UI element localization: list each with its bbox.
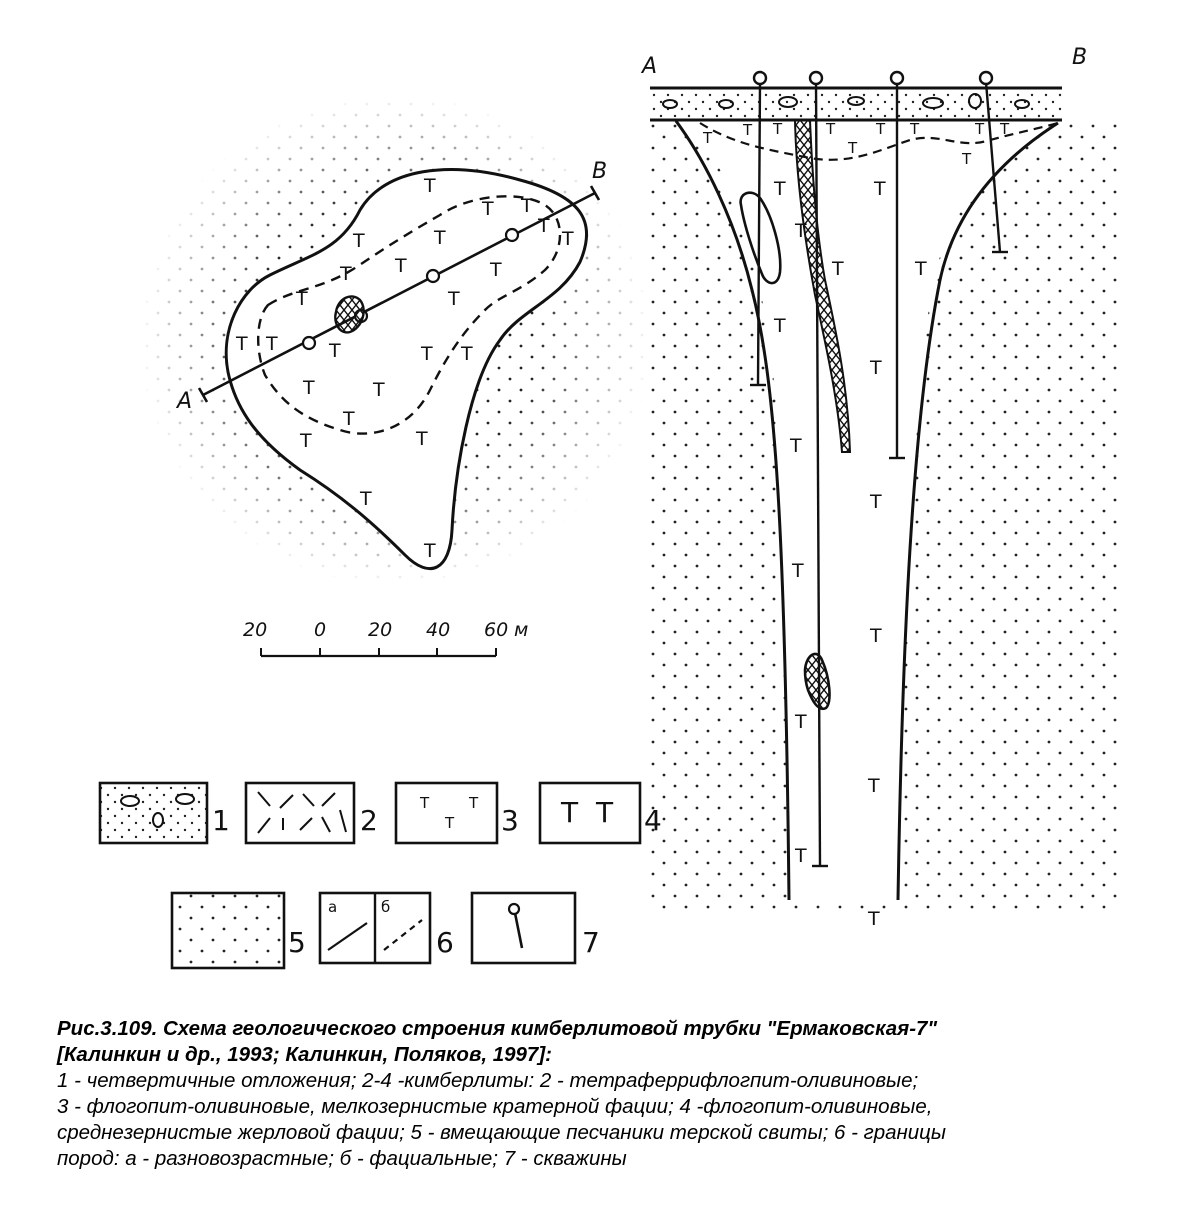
plan-map: [139, 94, 651, 586]
legend-number: 5: [288, 926, 306, 959]
borehole-collar: [980, 72, 992, 84]
map-label-b: B: [592, 159, 608, 184]
caption-body-line: пород: а - разновозрастные; б - фациальные; 7 - скважины: [57, 1147, 627, 1170]
svg-text:Т: Т: [395, 255, 407, 277]
svg-text:Т: Т: [826, 120, 836, 138]
borehole-marker: [427, 270, 439, 282]
svg-text:Т: Т: [874, 178, 886, 200]
borehole-collar: [891, 72, 903, 84]
svg-text:Т: Т: [469, 794, 479, 812]
cross-section: [640, 45, 1120, 930]
borehole-marker: [506, 229, 518, 241]
svg-text:Т: Т: [870, 491, 882, 513]
svg-text:Т: Т: [832, 258, 844, 280]
svg-text:Т: Т: [870, 625, 882, 647]
scale-bar: [243, 619, 528, 656]
legend-item-5: [172, 893, 306, 968]
scale-tick-label: 60: [484, 619, 509, 641]
legend-number: 2: [360, 804, 378, 837]
svg-text:Т: Т: [420, 794, 430, 812]
svg-text:Т: Т: [296, 288, 308, 310]
svg-text:Т: Т: [743, 121, 753, 139]
legend-number: 7: [582, 926, 600, 959]
caption-title-line: [Калинкин и др., 1993; Калинкин, Поляков, 1997]:: [57, 1043, 552, 1066]
caption-body-line: среднезернистые жерловой фации; 5 - вмещающие песчаники терской свиты; 6 - границы: [57, 1121, 946, 1144]
legend-item-4: [540, 783, 662, 843]
svg-text:Т: Т: [424, 175, 436, 197]
svg-text:Т: Т: [353, 230, 365, 252]
svg-text:Т: Т: [962, 150, 972, 168]
caption-body-line: 1 - четвертичные отложения; 2-4 -кимберлиты: 2 - тетраферрифлогпит-оливиновые;: [57, 1069, 919, 1092]
svg-text:Т: Т: [562, 228, 574, 250]
svg-text:Т: Т: [975, 120, 985, 138]
svg-text:Т: Т: [596, 796, 614, 829]
scale-tick-label: 0: [314, 619, 327, 641]
svg-text:Т: Т: [482, 198, 494, 220]
svg-text:Т: Т: [910, 120, 920, 138]
legend-item-6: [320, 893, 454, 963]
svg-text:Т: Т: [329, 340, 341, 362]
scale-tick-label: 20: [368, 619, 393, 641]
svg-text:Т: Т: [373, 379, 385, 401]
legend: [100, 783, 662, 968]
svg-text:Т: Т: [774, 315, 786, 337]
svg-text:Т: Т: [915, 258, 927, 280]
legend-number: 6: [436, 926, 454, 959]
section-label-a: A: [642, 54, 658, 79]
legend-item-1: [100, 783, 230, 843]
figure-caption: [57, 1016, 1167, 1172]
svg-text:Т: Т: [774, 178, 786, 200]
svg-text:Т: Т: [1000, 120, 1010, 138]
svg-text:Т: Т: [266, 333, 278, 355]
svg-text:Т: Т: [790, 435, 802, 457]
svg-text:Т: Т: [461, 343, 473, 365]
legend-number: 3: [501, 804, 519, 837]
svg-text:Т: Т: [561, 796, 579, 829]
legend-number: 1: [212, 804, 230, 837]
svg-text:Т: Т: [360, 488, 372, 510]
svg-text:Т: Т: [773, 120, 783, 138]
svg-text:Т: Т: [848, 139, 858, 157]
svg-text:Т: Т: [300, 430, 312, 452]
svg-text:Т: Т: [792, 560, 804, 582]
map-label-a: A: [177, 389, 193, 414]
svg-text:Т: Т: [448, 288, 460, 310]
scale-unit: м: [514, 619, 529, 641]
svg-text:Т: Т: [343, 408, 355, 430]
legend-number: 4: [644, 804, 662, 837]
svg-text:Т: Т: [490, 259, 502, 281]
legend-item-2: [246, 783, 378, 843]
svg-text:Т: Т: [538, 215, 550, 237]
svg-text:Т: Т: [421, 343, 433, 365]
scale-tick-label: 40: [426, 619, 451, 641]
caption-body-line: 3 - флогопит-оливиновые, мелкозернистые кратерной фации; 4 -флогопит-оливиновые,: [57, 1095, 933, 1118]
svg-text:Т: Т: [795, 711, 807, 733]
svg-text:Т: Т: [445, 814, 455, 832]
borehole-collar: [810, 72, 822, 84]
borehole-marker: [303, 337, 315, 349]
svg-text:Т: Т: [416, 428, 428, 450]
section-label-b: B: [1072, 45, 1088, 70]
svg-text:Т: Т: [703, 129, 713, 147]
svg-text:Т: Т: [236, 333, 248, 355]
legend-sub-a: а: [328, 898, 338, 916]
legend-item-7: [472, 893, 600, 963]
svg-text:Т: Т: [340, 263, 352, 285]
svg-text:Т: Т: [876, 120, 886, 138]
borehole-collar: [754, 72, 766, 84]
svg-text:Т: Т: [870, 357, 882, 379]
svg-text:Т: Т: [868, 775, 880, 797]
svg-text:Т: Т: [521, 195, 533, 217]
svg-text:Т: Т: [434, 227, 446, 249]
svg-text:Т: Т: [795, 220, 807, 242]
svg-text:Т: Т: [868, 908, 880, 930]
legend-sub-b: б: [381, 898, 391, 916]
svg-text:Т: Т: [424, 540, 436, 562]
svg-text:Т: Т: [303, 377, 315, 399]
scale-tick-label: 20: [243, 619, 268, 641]
svg-text:Т: Т: [795, 845, 807, 867]
legend-item-3: [396, 783, 519, 843]
caption-title-line: Рис.3.109. Схема геологического строения кимберлитовой трубки "Ермаковская-7": [57, 1017, 938, 1040]
